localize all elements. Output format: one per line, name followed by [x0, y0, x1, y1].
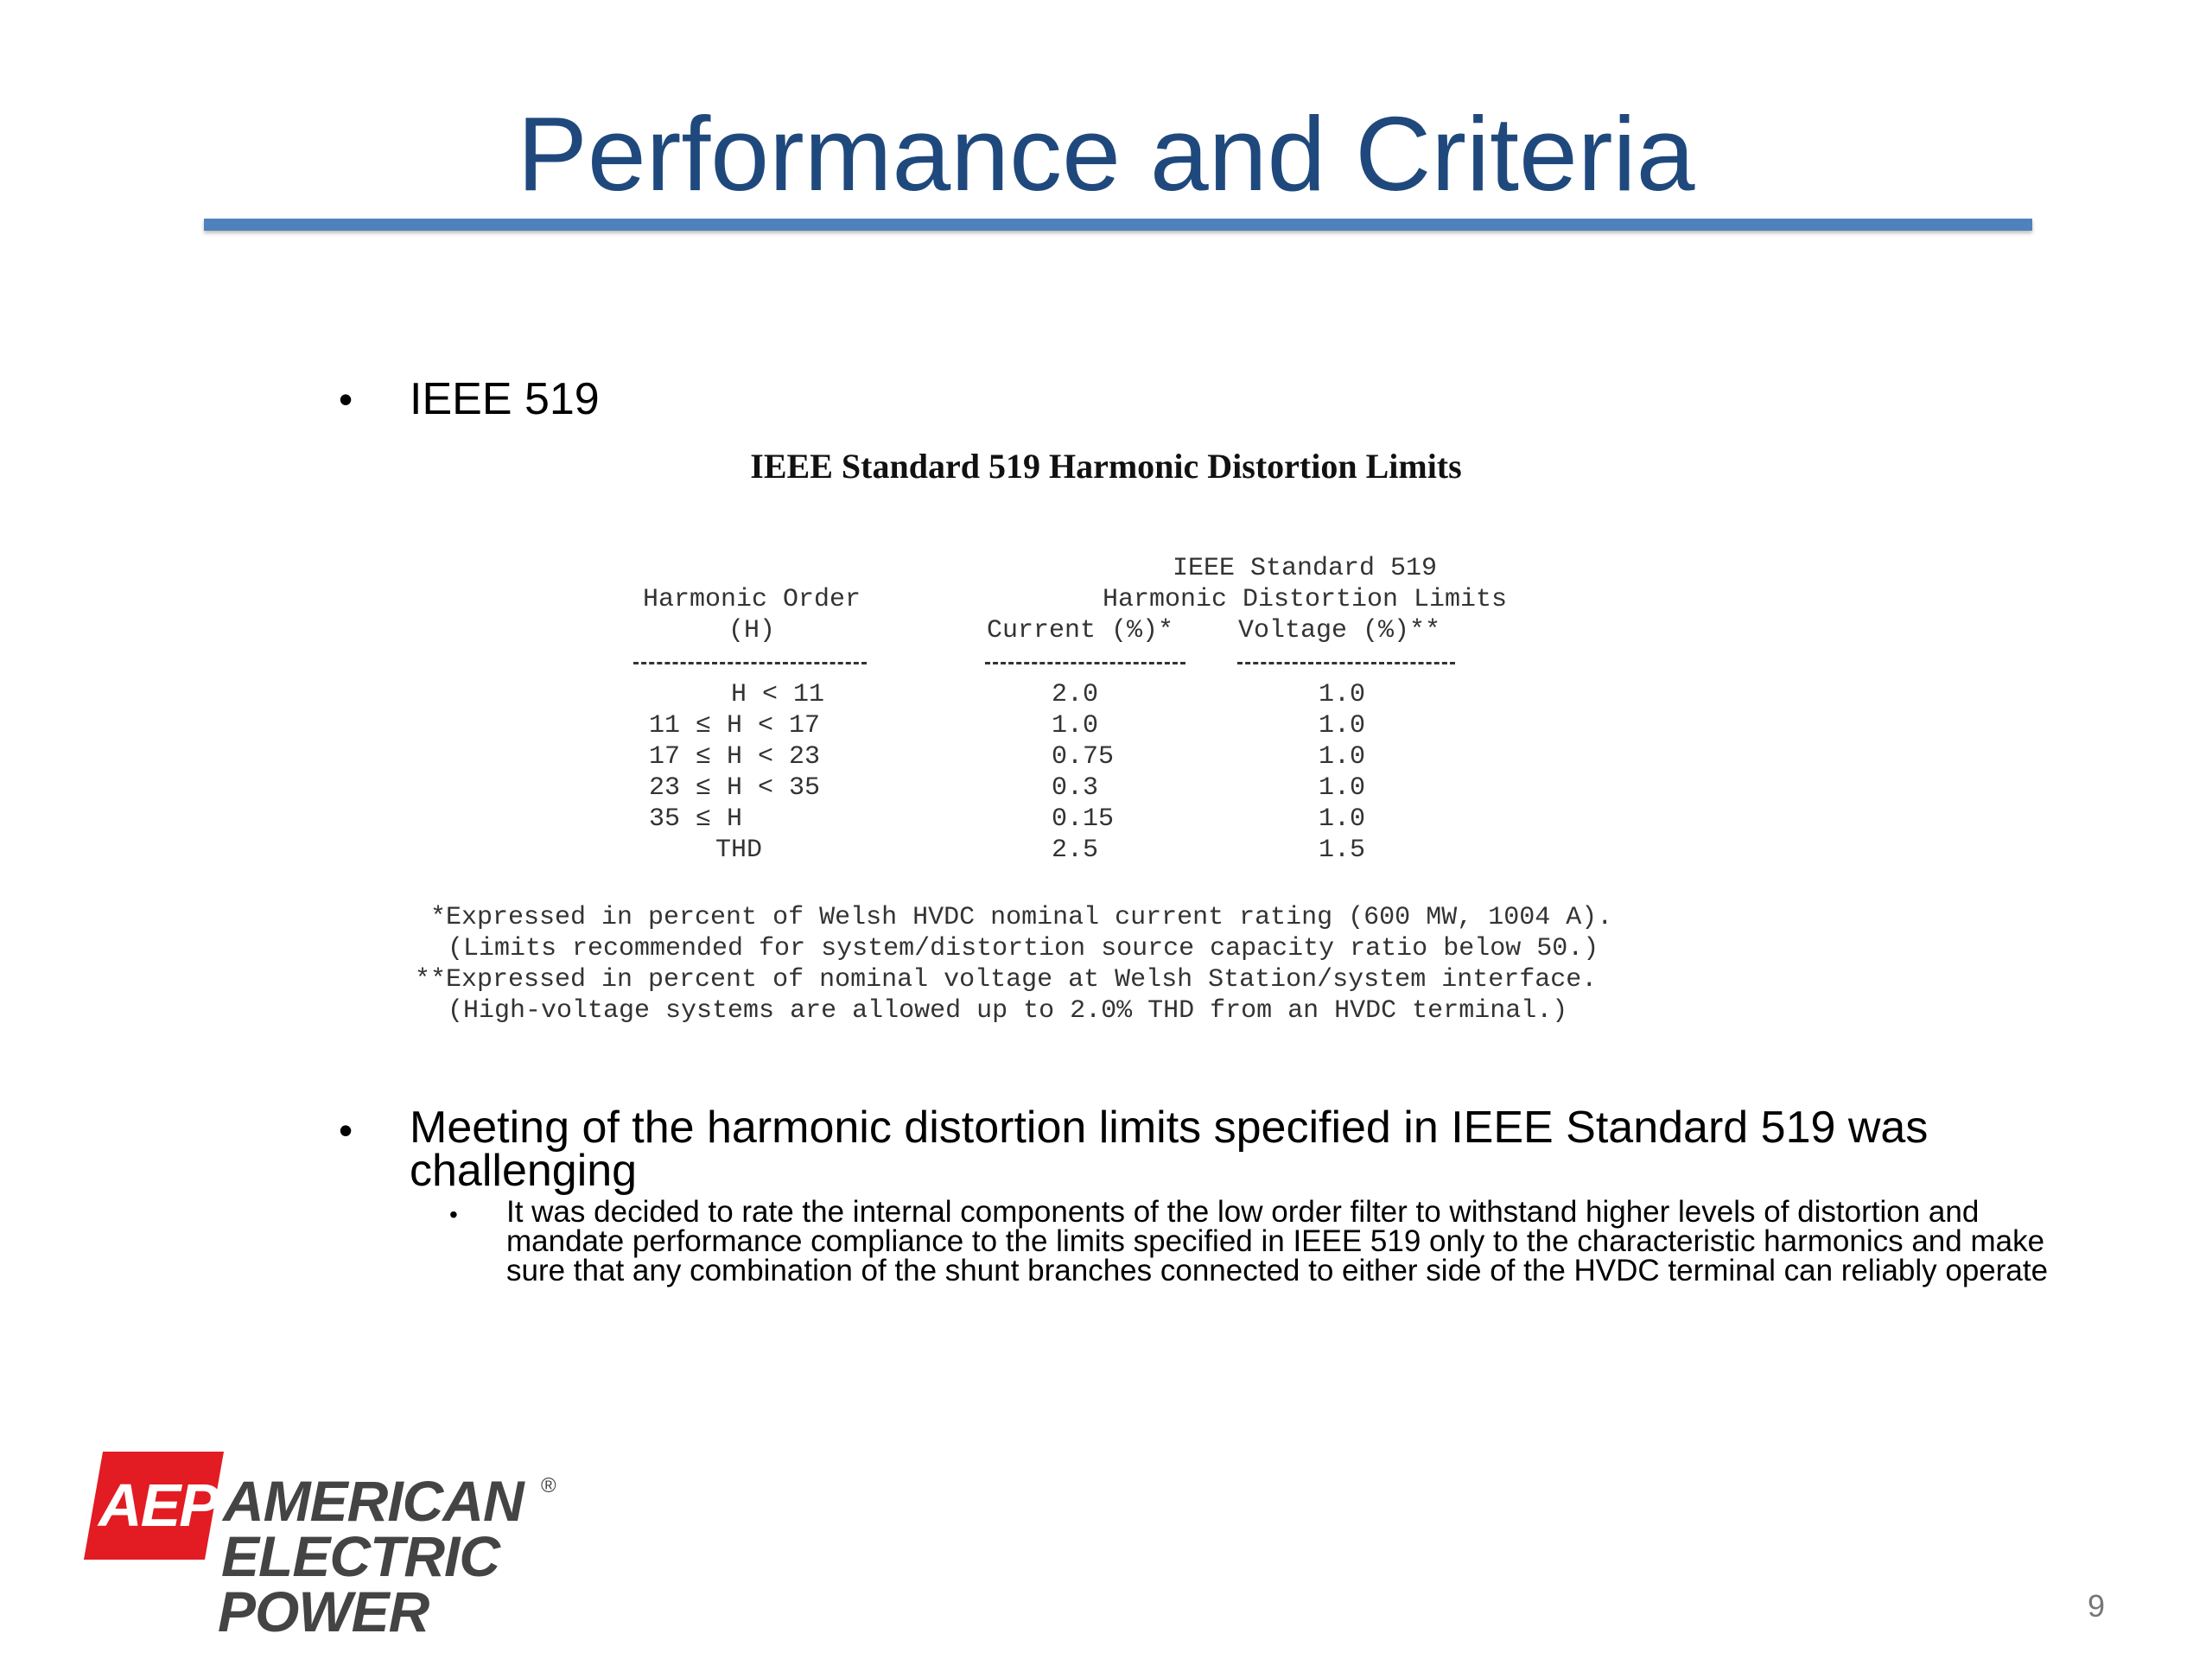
logo-word-power: POWER	[218, 1580, 429, 1643]
registered-icon: ®	[541, 1474, 556, 1497]
table-cell-order: 35 ≤ H	[649, 804, 743, 834]
logo-word-american: AMERICAN	[223, 1469, 524, 1533]
table-footnote: *Expressed in percent of Welsh HVDC nominal current rating (600 MW, 1004 A).	[430, 903, 1613, 932]
bullet-icon: •	[339, 377, 353, 422]
table-header-rule	[633, 662, 867, 667]
table-cell-current: 0.75	[1052, 742, 1115, 772]
table-caption: IEEE Standard 519 Harmonic Distortion Limits	[750, 447, 1462, 486]
bullet-meeting-limits: Meeting of the harmonic distortion limits specified in IEEE Standard 519 was challenging	[410, 1103, 1929, 1196]
page-number: 9	[2087, 1588, 2105, 1624]
table-header-rule	[1237, 662, 1455, 667]
bullet-ieee-519: IEEE 519	[410, 374, 600, 424]
table-cell-current: 2.5	[1052, 836, 1099, 865]
logo-word-electric: ELECTRIC	[221, 1524, 499, 1588]
table-cell-order: 17 ≤ H < 23	[649, 742, 821, 772]
table-cell-voltage: 1.0	[1319, 804, 1366, 834]
table-cell-order: THD	[715, 836, 763, 865]
table-cell-order: 23 ≤ H < 35	[649, 773, 821, 803]
title-divider	[204, 219, 2032, 231]
table-cell-order: 11 ≤ H < 17	[649, 711, 821, 741]
table-footnote: (High-voltage systems are allowed up to 2.0% THD from an HVDC terminal.)	[448, 996, 1568, 1026]
table-cell-order: H < 11	[731, 680, 825, 709]
table-col2-header: Current (%)*	[986, 616, 1174, 645]
table-cell-voltage: 1.5	[1319, 836, 1366, 865]
table-cell-voltage: 1.0	[1319, 680, 1366, 709]
table-col1-header-1: Harmonic Order	[642, 585, 861, 614]
table-footnote: **Expressed in percent of nominal voltage at Welsh Station/system interface.	[415, 965, 1598, 995]
logo-mark: AEP	[99, 1471, 218, 1539]
sub-bullet-icon: •	[449, 1201, 458, 1228]
table-cell-voltage: 1.0	[1319, 742, 1366, 772]
table-header-rule	[985, 662, 1185, 667]
sub-bullet-text: It was decided to rate the internal components of the low order filter to withstand higher levels of distortion and mandate performance compliance to the limits specified in IEEE 519 only to the characteristic harmonics and make sure that any combination of the shunt branches connected to either side of the HVDC terminal can reliably operate	[506, 1195, 2049, 1287]
table-cell-current: 0.15	[1052, 804, 1115, 834]
table-col3-header: Voltage (%)**	[1237, 616, 1441, 645]
table-cell-voltage: 1.0	[1319, 773, 1366, 803]
bullet-icon: •	[339, 1108, 353, 1153]
table-cell-current: 2.0	[1052, 680, 1099, 709]
table-group-header-1: IEEE Standard 519	[1172, 554, 1438, 583]
table-group-header-2: Harmonic Distortion Limits	[1102, 585, 1508, 614]
table-cell-current: 0.3	[1052, 773, 1099, 803]
table-footnote: (Limits recommended for system/distortion source capacity ratio below 50.)	[448, 934, 1599, 963]
table-col1-header-2: (H)	[728, 616, 775, 645]
slide-title: Performance and Criteria	[517, 95, 1695, 213]
aep-logo	[93, 1452, 577, 1643]
table-cell-voltage: 1.0	[1319, 711, 1366, 741]
table-cell-current: 1.0	[1052, 711, 1099, 741]
